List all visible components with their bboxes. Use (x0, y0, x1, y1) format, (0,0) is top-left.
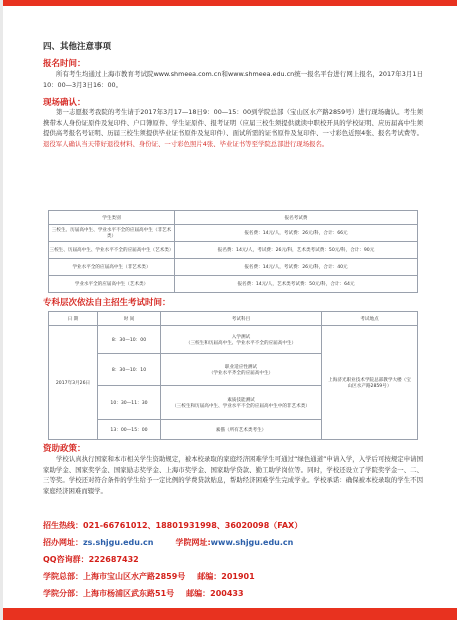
branch-label: 学院分部： (43, 589, 83, 598)
fee-amount: 报名费：14元/人，考试费：26元/科，合计：66元 (175, 225, 418, 242)
zs-url-link[interactable]: zs.shjgu.edu.cn (83, 538, 154, 547)
hq-label: 学院总部： (43, 572, 83, 581)
website-line (43, 537, 293, 548)
qq-label: QQ咨询群： (43, 555, 89, 564)
table-row (49, 276, 418, 293)
exam-subject-note: （三校生和历届高中生、学业水平不全的应届高中生） (185, 340, 297, 346)
exam-subject-cell (161, 386, 322, 420)
fee-amount: 报名费：14元/人，艺术类考试费：50元/科，合计：64元 (175, 276, 418, 293)
exam-subject: 素质技能测试 (227, 397, 255, 403)
onsite-paragraph (43, 107, 423, 149)
school-url-label: 学院网址: (175, 538, 211, 547)
hq-address: 上海市宝山区水产路2859号 (83, 572, 186, 581)
exam-subject-note: （三校生和历届高中生、学业水平不全的应届高中生中的非艺术类） (172, 403, 310, 409)
reg-time-text: 所有考生均通过上海市教育考试院www.shmeea.com.cn和www.shmeea.edu.cn统一报名平台进行网上报名，2017年3月1日10：00—3月3日16：00。 (43, 70, 423, 89)
exam-subject: 素描（所有艺术类考生） (215, 427, 267, 433)
exam-subject-cell (161, 326, 322, 354)
onsite-veteran-note: 退役军人确认当天带好退役材料、身份证、一寸彩色照片4张、毕业证书等至学院总部进行现场报名。 (43, 139, 329, 148)
hq-zip-label: 邮编： (197, 572, 222, 581)
exam-header-subject: 考试科目 (161, 312, 322, 326)
top-accent-bar (3, 0, 457, 6)
exam-subject-cell (161, 420, 322, 440)
fee-amount: 报名费：14元/人，考试费：26元/科，艺术类考试费：50元/科，合计：90元 (175, 242, 418, 259)
exam-time: 10：30—11：30 (98, 386, 161, 420)
bottom-accent-bar (3, 608, 457, 620)
exam-subject: 入学测试 (231, 334, 251, 340)
qq-line (43, 554, 139, 565)
aid-text: 学校认真执行国家和本市相关学生资助规定，被本校录取的家庭经济困难学生可通过“绿色通道”申请入学，入学后可按规定申请国家助学金、国家奖学金、国家励志奖学金、上海市奖学金、国家助学贷款、勤工助学岗位等。同时，学校还设立了学院奖学金一、二、三等奖。学校还对符合条件的学生给予一定比例的学费贷款贴息，帮助经济困难学生完成学业。学校承诺：确保被本校录取的学生不因家庭经济困难而辍学。 (43, 455, 423, 495)
exam-location: 上海济光职业技术学院总部教学大楼（宝山区水产路2859号） (322, 326, 418, 440)
exam-header-time: 时 间 (98, 312, 161, 326)
fee-category: 学业水平全的应届高中生（艺术类） (49, 276, 175, 293)
branch-line (43, 588, 244, 599)
branch-zip-label: 邮编： (186, 589, 211, 598)
exam-heading: 专科层次依法自主招生考试时间： (43, 298, 171, 308)
exam-subject-cell (161, 354, 322, 386)
table-row (49, 225, 418, 242)
section-title: 四、其他注意事项 (43, 42, 112, 52)
onsite-text: 第一志愿报考我院的考生请于2017年3月17—18日9：00—15：00到学院总部（宝山区水产路2859号）进行现场确认。考生须携带本人身份证原件及复印件、户口簿原件、学生证原件、报考证明（应届三校生须提供就读中职校开具的学校证明、应历届高中生须提供高考报名号证明、历届三校生须提供毕业证书原件及复印件）、面试所需的证书原件及复印件、一寸彩色近照4张、报名考试费等。 (43, 108, 423, 137)
hotline-line (43, 520, 302, 531)
exam-subject: 职业适应性测试 (224, 364, 258, 370)
exam-date: 2017年3月26日 (49, 326, 98, 440)
exam-table (48, 311, 418, 440)
fee-category: 学业水平全的应届高中生（非艺术类） (49, 259, 175, 276)
fee-category: 三校生、历届高中生、学业水平不全的应届高中生（非艺术类） (49, 225, 175, 242)
table-row (49, 259, 418, 276)
exam-header-date: 日 期 (49, 312, 98, 326)
hotline-numbers: 021-66761012、18801931998、36020098（FAX） (83, 521, 303, 530)
aid-heading: 资助政策： (43, 444, 86, 454)
fee-header-fee: 报名考试费 (175, 211, 418, 225)
exam-time: 8：30—10：10 (98, 354, 161, 386)
fee-table (48, 210, 418, 293)
branch-zip: 200433 (210, 589, 244, 598)
school-url-link[interactable]: www.shjgu.edu.cn (210, 538, 294, 547)
branch-address: 上海市杨浦区武东路51号 (83, 589, 175, 598)
fee-category: 三校生、历届高中生、学业水平不全的应届高中生（艺术类） (49, 242, 175, 259)
exam-subject-note: （学业水平齐全的应届高中生） (208, 370, 274, 376)
table-row (49, 242, 418, 259)
exam-time: 8：30—10：00 (98, 326, 161, 354)
onsite-heading: 现场确认： (43, 98, 86, 108)
exam-time: 13：00—15：00 (98, 420, 161, 440)
fee-header-category: 学生类别 (49, 211, 175, 225)
exam-header-location: 考试地点 (322, 312, 418, 326)
qq-number: 222687432 (88, 555, 139, 564)
reg-time-heading: 报名时间： (43, 59, 86, 69)
fee-amount: 报名费：14元/人，考试费：26元/科，合计：40元 (175, 259, 418, 276)
table-row (49, 326, 418, 354)
hotline-label: 招生热线： (43, 521, 83, 530)
hq-line (43, 571, 255, 582)
hq-zip: 201901 (221, 572, 255, 581)
zs-url-label: 招办网址： (43, 538, 83, 547)
